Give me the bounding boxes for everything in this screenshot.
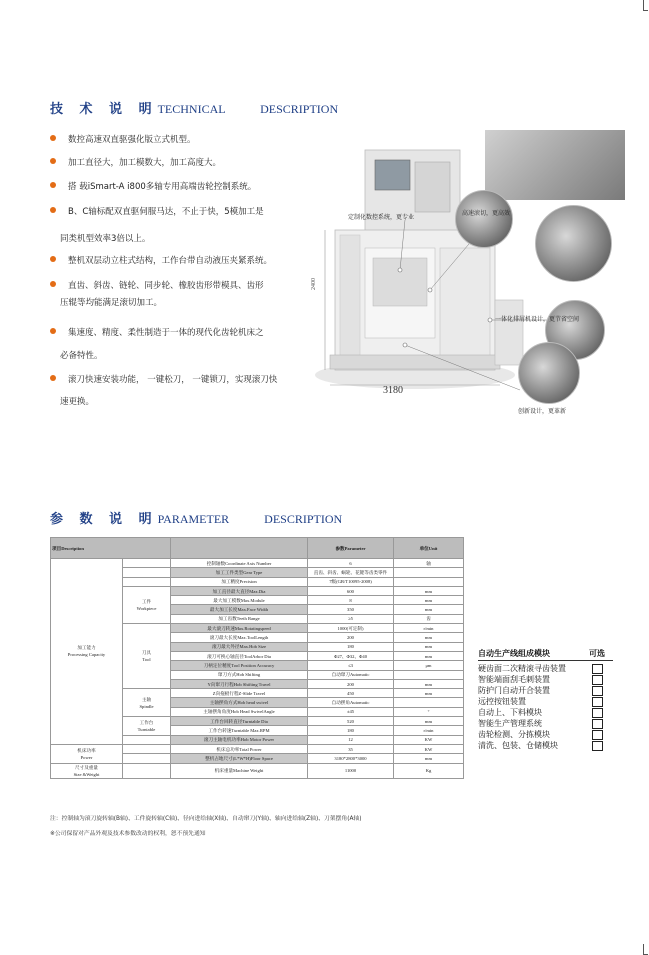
table-row: 主轴 Spindle Z向拖板行程Z-Slide Travel 450 mm (51, 689, 464, 698)
tech-bullet-continuation: 同类机型效率3倍以上。 (60, 234, 151, 244)
option-item: 清洗、包装、仓储模块 (478, 740, 613, 751)
gear-parts-photo (518, 342, 580, 404)
tech-bullet-continuation: 压辊等均能满足滚切加工。 (60, 298, 163, 308)
table-row: 滚刀最大外径Max.Hob Size 180 mm (51, 642, 464, 651)
option-checkbox[interactable] (592, 697, 603, 707)
bullet-dot-icon (50, 182, 56, 188)
table-row: 刀柄定位精度Tool Position Accuracy ≤3 μm (51, 661, 464, 670)
header-item: 项目Description (51, 538, 171, 559)
options-header: 自动生产线组成模块 可选 (478, 649, 605, 658)
table-row: 加工精度Precision 7级(GB/T10095-2008) (51, 577, 464, 586)
options-panel (478, 648, 613, 751)
option-checkbox[interactable] (592, 708, 603, 718)
group-tool: 刀具 Tool (123, 624, 171, 689)
group-power: 机床功率 Power (51, 744, 123, 763)
table-row: 最大加工长度Max.Face Width 350 mm (51, 605, 464, 614)
option-item: 防护门自动开合装置 (478, 685, 613, 696)
callout-innovative-design: 创新设计，更革新 (518, 408, 567, 415)
control-cabinet-photo (485, 130, 625, 200)
tech-section-title: 技 术 说 明TECHNICAL DESCRIPTION (50, 102, 339, 117)
table-row: Y向窜刀行程Hob Shifting Travel 200 mm (51, 679, 464, 688)
tech-bullet: 直齿、斜齿、链轮、同步轮、橡胶齿形带模具、齿形 (50, 280, 264, 292)
options-divider (478, 660, 613, 661)
option-item: 自动上、下料模块 (478, 707, 613, 718)
bullet-dot-icon (50, 158, 56, 164)
rights-note: ※公司保留对产品外观及技术参数改动的权利，恕不预先通知 (50, 831, 206, 837)
tech-bullet: B、C轴标配双直驱伺服马达，不止于快，5模加工是 (50, 206, 264, 218)
callout-control-system: 定制化数控系统，更专业 (348, 214, 415, 221)
bullet-dot-icon (50, 375, 56, 381)
option-checkbox[interactable] (592, 730, 603, 740)
option-item: 智能端面刮毛刺装置 (478, 674, 613, 685)
machine-illustration (305, 130, 625, 420)
parameter-table (50, 537, 464, 779)
crop-mark-top (643, 0, 648, 11)
table-row: 工件 Workpiece 加工直径最大直径Max.Dia 600 mm (51, 586, 464, 595)
callout-high-speed: 高速滚切，更高效 (462, 210, 511, 217)
tech-bullet: 集速度、精度、柔性制造于一体的现代化齿轮机床之 (50, 327, 264, 339)
tech-bullet-continuation: 必备特性。 (60, 351, 103, 361)
crop-mark-bottom (643, 944, 648, 955)
param-section-title: 参 数 说 明PARAMETER DESCRIPTION (50, 512, 343, 527)
bullet-dot-icon (50, 281, 56, 287)
option-checkbox[interactable] (592, 664, 603, 674)
table-row: 主轴摆角角度Hob Head SwivelAngle ±45 ° (51, 707, 464, 716)
tech-bullet: 数控高速双直驱强化版立式机型。 (50, 134, 196, 146)
hobbing-head-photo (535, 205, 612, 282)
table-header-row (51, 538, 464, 559)
table-row: 尺寸及重量 Size &Weight 机床重量Machine Weight 11000 Kg (51, 763, 464, 778)
option-item: 智能生产管理系统 (478, 718, 613, 729)
tech-bullet: 整机双层动立柱式结构，工作台带自动液压夹紧系统。 (50, 255, 272, 267)
group-processing: 加工能力 Processing Capacity (51, 559, 123, 745)
table-row: 工作台转速Turntable Max.RPM 180 r/min (51, 726, 464, 735)
header-unit: 单位Unit (394, 538, 464, 559)
table-row: 加工齿数Teeth Range ≥5 齿 (51, 614, 464, 623)
options-header-optional: 可选 (589, 649, 605, 658)
tech-bullet: 搭 载iSmart-A i800多轴专用高端齿轮控制系统。 (50, 181, 256, 193)
option-item: 硬齿面二次精滚寻齿装置 (478, 663, 613, 674)
option-item: 远控按钮装置 (478, 696, 613, 707)
table-row: 整机占地尺寸(L*W*H)Floor Space 3180*2800*3000 mm (51, 754, 464, 763)
table-row: 机床功率 Power 机床总功率Total Power 35 KW (51, 744, 464, 753)
table-row: 窜刀方式Hob Shifting 自动窜刀Automatic (51, 670, 464, 679)
table-row: 加工工件类型Gear Type 直齿、斜齿、蜗轮、花键等齿类零件 (51, 568, 464, 577)
table-row: 滚刀最大长度Max.ToolLength 200 mm (51, 633, 464, 642)
table-row: 最大加工模数Max.Module 8 mm (51, 596, 464, 605)
group-workpiece: 工件 Workpiece (123, 586, 171, 623)
group-turntable: 工作台 Turntable (123, 717, 171, 736)
bullet-dot-icon (50, 328, 56, 334)
axes-note: 注：控制轴为滚刀旋转轴(B轴)、工件旋转轴(C轴)、径向进给轴(X轴)、自动窜刀(Y轴)、轴向进给轴(Z轴)、刀架摆角(A轴) (50, 816, 362, 822)
table-row: 加工能力 Processing Capacity 控制轴数Coordinate Axis Number 6 轴 (51, 559, 464, 568)
table-row: 主轴摆角方式Hob head swivel 自动摆角Automatic (51, 698, 464, 707)
tech-bullet: 滚刀快速安装功能， 一键松刀， 一键锁刀，实现滚刀快 (50, 374, 277, 386)
option-checkbox[interactable] (592, 719, 603, 729)
bullet-dot-icon (50, 207, 56, 213)
group-size: 尺寸及重量 Size &Weight (51, 763, 123, 778)
option-item: 齿轮检测、分拣模块 (478, 729, 613, 740)
header-param: 参数Parameter (308, 538, 394, 559)
bullet-dot-icon (50, 135, 56, 141)
table-row: 滚刀可换心轴直径ToolArbor Dia Φ27、Φ32、Φ40 mm (51, 651, 464, 660)
control-system-photo (455, 190, 513, 248)
tech-bullet-continuation: 速更换。 (60, 397, 95, 407)
option-checkbox[interactable] (592, 741, 603, 751)
callout-chip-conveyor: 一体化排屑机设计，更节省空间 (495, 316, 580, 323)
tech-bullet: 加工直径大，加工模数大，加工高度大。 (50, 157, 221, 169)
bullet-dot-icon (50, 256, 56, 262)
option-checkbox[interactable] (592, 686, 603, 696)
group-spindle: 主轴 Spindle (123, 689, 171, 717)
option-checkbox[interactable] (592, 675, 603, 685)
table-row: 刀具 Tool 最大滚刀转速Max.Rotatingspeed 1000(可定制) r/min (51, 624, 464, 633)
table-row: 工作台 Turntable 工作台回转直径Turntable Dia 520 mm (51, 717, 464, 726)
header-blank (171, 538, 308, 559)
dimension-width: 3180 (383, 385, 403, 396)
table-row: 滚刀主轴电机功率Hob Motor Power 12 KW (51, 735, 464, 744)
dimension-height: 2400 (311, 278, 317, 290)
